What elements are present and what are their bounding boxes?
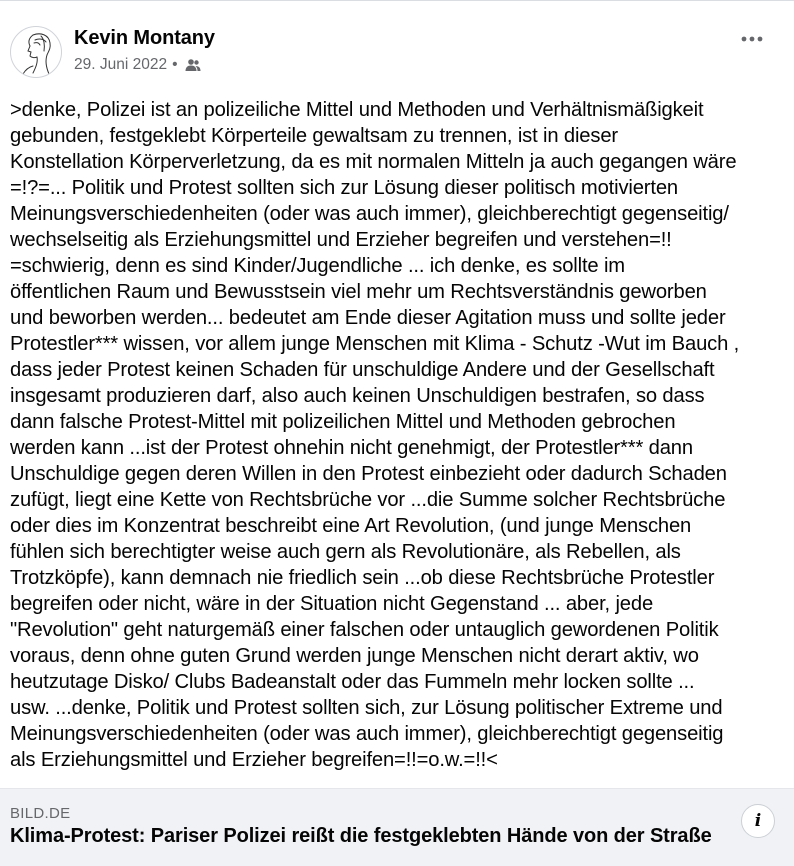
friends-icon[interactable] [185,58,201,72]
avatar[interactable] [10,26,62,78]
author-name[interactable]: Kevin Montany [74,27,215,49]
link-title[interactable]: Klima-Protest: Pariser Polizei reißt die festgeklebten Hände von der Straße [10,825,712,847]
post-header [10,26,778,82]
top-divider [0,0,794,1]
more-dots-icon [740,35,764,43]
link-domain: BILD.DE [10,805,71,822]
info-icon: i [754,811,762,831]
post-meta [74,56,201,74]
more-options-button[interactable] [734,28,770,50]
post-date[interactable]: 29. Juni 2022 [74,56,168,73]
meta-separator: • [172,56,178,73]
info-button[interactable] [741,804,775,838]
post-body-text: >denke, Polizei ist an polizeiliche Mittel und Methoden und Verhältnismäßigkeit gebunden, festgeklebt Körperteile gewaltsam zu trennen, ist in dieser Konstellation Körperverletzung, da es mit normalen Mitteln ja auch gegangen wäre =!?=... Politik und Protest sollten sich zur Lösung dieser politisch motivierten Meinungsverschiedenheiten (oder was auch immer), gleichberechtigt gegenseitig/ wechselseitig als Erziehungsmittel und Erzieher begreifen und verstehen=!! =schwierig, denn es sind Kinder/Jugendliche ... ich denke, es sollte im öffentlichen Raum und Bewusstsein viel mehr um Rechtsverständnis geworben und beworben werden... bedeutet am Ende dieser Agitation muss und sollte jeder Protestler*** wissen, vor allem junge Menschen mit Klima - Schutz -Wut im Bauch , dass jeder Protest keinen Schaden für unschuldige Andere und der Gesellschaft insgesamt produzieren darf, also auch keinen Unschuldigen bestrafen, so dass dann falsche Protest-Mittel mit polizeilichen Mittel und Methoden gebrochen werden kann ...ist der Protest ohnehin nicht genehmigt, der Protestler*** dann Unschuldige gegen deren Willen in den Protest einbezieht oder dadurch Schaden zufügt, liegt eine Kette von Rechtsbrüche vor ...die Summe solcher Rechtsbrüche oder dies im Konzentrat beschreibt eine Art Revolution, (und junge Menschen fühlen sich berechtigter weise auch gern als Revolutionäre, als Rebellen, als Trotzköpfe), kann demnach nie friedlich sein ...ob diese Rechtsbrüche Protestler begreifen oder nicht, wäre in der Situation nicht Gegenstand ... aber, jede "Revolution" geht naturgemäß einer falschen oder untauglich gewordenen Politik voraus, denn ohne guten Grund werden junge Menschen nicht derart aktiv, wo heutzutage Disko/ Clubs Badeanstalt oder das Fummeln mehr locken sollte ... usw. ...denke, Politik und Protest sollten sich, zur Lösung politischer Extreme und Meinungsverschiedenheiten (oder was auch immer), gleichberechtigt gegenseitig als Erziehungsmittel und Erzieher begreifen=!!=o.w.=!!< [10,99,740,771]
avatar-sketch-icon [11,27,62,78]
link-preview-card[interactable] [0,788,794,866]
